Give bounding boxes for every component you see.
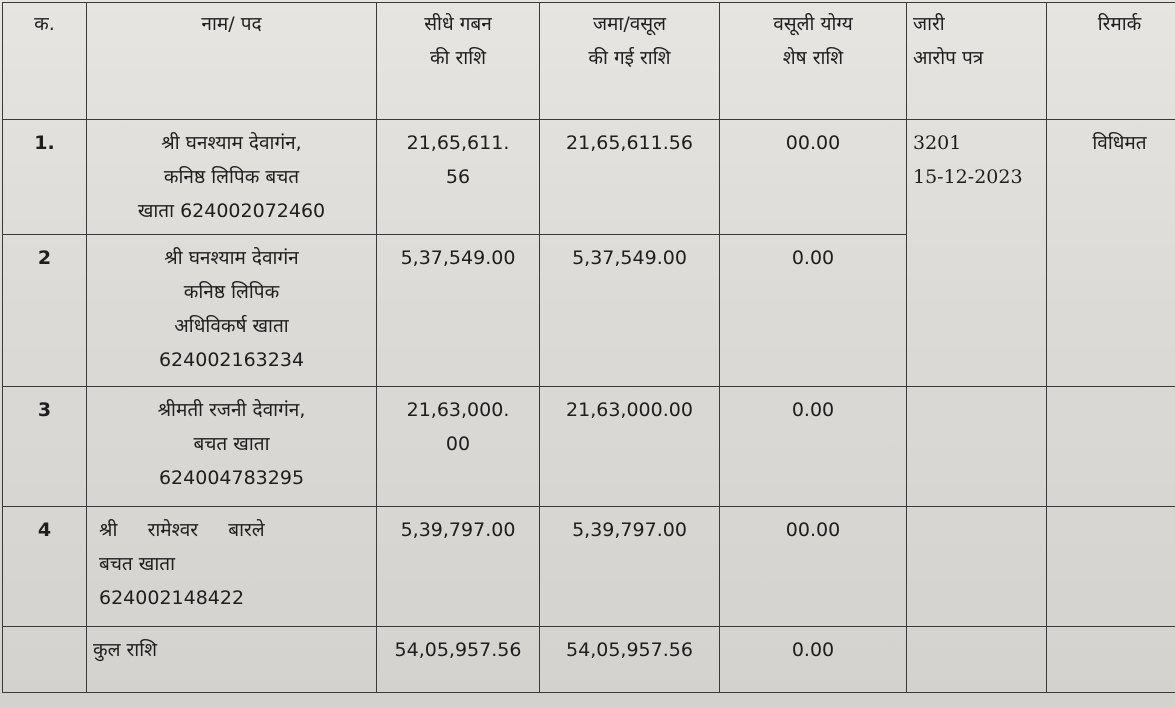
row-name: श्री घनश्याम देवागंन, कनिष्ठ लिपिक बचत खाता 624002072460 bbox=[87, 120, 377, 235]
charge-sheet-number: 3201 bbox=[913, 132, 962, 154]
total-embezzled: 54,05,957.56 bbox=[377, 627, 540, 693]
remark-cell-empty bbox=[1047, 507, 1175, 627]
header-embezzled: सीधे गबन की राशि bbox=[377, 3, 540, 120]
header-deposited: जमा/वसूल की गई राशि bbox=[540, 3, 720, 120]
header-remark: रिमार्क bbox=[1047, 3, 1175, 120]
row-balance: 0.00 bbox=[720, 387, 907, 507]
table-row bbox=[3, 120, 1175, 235]
total-label: कुल राशि bbox=[87, 627, 377, 693]
charge-sheet-cell-empty bbox=[907, 507, 1047, 627]
row-serial: 3 bbox=[3, 387, 87, 507]
row-name: श्रीमती रजनी देवागंन, बचत खाता 624004783295 bbox=[87, 387, 377, 507]
embezzlement-table bbox=[2, 2, 1175, 693]
row-balance: 0.00 bbox=[720, 235, 907, 387]
row-name: श्री रामेश्वर बारले बचत खाता 624002148422 bbox=[87, 507, 377, 627]
row-deposited: 5,37,549.00 bbox=[540, 235, 720, 387]
charge-sheet-cell-empty bbox=[907, 627, 1047, 693]
charge-sheet-cell-empty bbox=[907, 387, 1047, 507]
remark-cell-empty bbox=[1047, 387, 1175, 507]
header-name-post: नाम/ पद bbox=[87, 3, 377, 120]
row-embezzled: 21,63,000. 00 bbox=[377, 387, 540, 507]
charge-sheet-date: 15-12-2023 bbox=[913, 166, 1023, 188]
row-balance: 00.00 bbox=[720, 120, 907, 235]
row-embezzled: 5,39,797.00 bbox=[377, 507, 540, 627]
row-serial: 4 bbox=[3, 507, 87, 627]
row-embezzled: 21,65,611. 56 bbox=[377, 120, 540, 235]
remark-cell: विधिमत bbox=[1047, 120, 1175, 387]
row-name: श्री घनश्याम देवागंन कनिष्ठ लिपिक अधिविकर्ष खाता 624002163234 bbox=[87, 235, 377, 387]
total-balance: 0.00 bbox=[720, 627, 907, 693]
row-serial: 2 bbox=[3, 235, 87, 387]
header-balance: वसूली योग्य शेष राशि bbox=[720, 3, 907, 120]
remark-cell-empty bbox=[1047, 627, 1175, 693]
charge-sheet-cell bbox=[907, 120, 1047, 387]
row-deposited: 21,63,000.00 bbox=[540, 387, 720, 507]
row-serial: 1. bbox=[3, 120, 87, 235]
total-serial-empty bbox=[3, 627, 87, 693]
row-deposited: 5,39,797.00 bbox=[540, 507, 720, 627]
total-deposited: 54,05,957.56 bbox=[540, 627, 720, 693]
table-row bbox=[3, 507, 1175, 627]
header-serial: क. bbox=[3, 3, 87, 120]
table-row bbox=[3, 387, 1175, 507]
header-row bbox=[3, 3, 1175, 120]
row-balance: 00.00 bbox=[720, 507, 907, 627]
header-charge-sheet: जारी आरोप पत्र bbox=[907, 3, 1047, 120]
row-embezzled: 5,37,549.00 bbox=[377, 235, 540, 387]
total-row bbox=[3, 627, 1175, 693]
row-deposited: 21,65,611.56 bbox=[540, 120, 720, 235]
